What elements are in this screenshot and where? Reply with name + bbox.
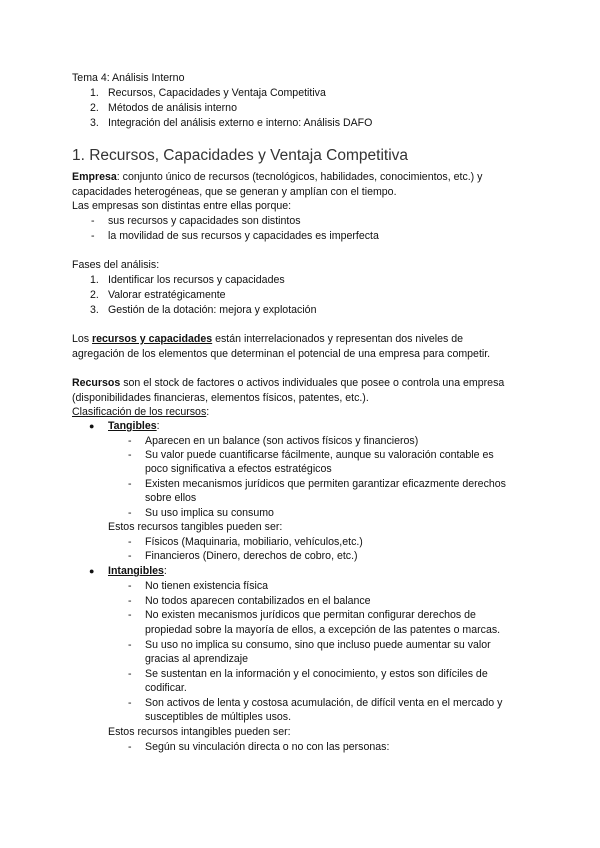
list-item: Según su vinculación directa o no con las personas: [145, 741, 390, 753]
tangibles-tipos-intro: Estos recursos tangibles pueden ser: [108, 521, 283, 533]
tangibles-label: Tangibles [108, 420, 157, 432]
clasificacion-title [72, 405, 209, 419]
rc-term: recursos y capacidades [92, 333, 213, 345]
fase-item: Gestión de la dotación: mejora y explotación [108, 304, 317, 316]
dash-marker: - [128, 550, 132, 562]
empresa-definition-line-2: capacidades heterogéneas, que se generan y amplían con el tiempo. [72, 186, 397, 198]
rc-pre: Los [72, 333, 93, 345]
toc-item: Integración del análisis externo e interno: Análisis DAFO [108, 117, 373, 129]
clasificacion-text: Clasificación de los recursos [72, 406, 207, 418]
list-item: Financieros (Dinero, derechos de cobro, etc.) [145, 550, 358, 562]
bullet-marker: ● [89, 421, 95, 431]
dash-marker: - [128, 478, 132, 490]
dash-marker: - [128, 609, 132, 621]
list-item-continued: poco significativa a efectos estratégicos [145, 463, 332, 475]
dash-marker: - [128, 507, 132, 519]
intangibles-heading [108, 564, 167, 578]
tangibles-heading [108, 419, 160, 433]
toc-number: 3. [90, 117, 99, 129]
list-item: sus recursos y capacidades son distintos [108, 215, 301, 227]
rc-post: están interrelacionados y representan dos niveles de [212, 333, 464, 345]
list-item: Físicos (Maquinaria, mobiliario, vehículos,etc.) [145, 536, 363, 548]
list-item: Aparecen en un balance (son activos físicos y financieros) [145, 435, 419, 447]
list-item: Se sustentan en la información y el conocimiento, y estos son difíciles de [145, 668, 488, 680]
list-item-continued: susceptibles de múltiples usos. [145, 711, 292, 723]
fase-item: Valorar estratégicamente [108, 289, 226, 301]
dash-marker: - [128, 595, 132, 607]
empresa-term: Empresa [72, 171, 117, 183]
toc-number: 2. [90, 102, 99, 114]
clasificacion-colon: : [206, 406, 210, 418]
list-item-continued: codificar. [145, 682, 187, 694]
list-item-continued: sobre ellos [145, 492, 197, 504]
dash-marker: - [128, 741, 132, 753]
recursos-term: Recursos [72, 377, 121, 389]
dash-marker: - [128, 639, 132, 651]
dash-marker: - [128, 580, 132, 592]
fase-number: 3. [90, 304, 99, 316]
section-heading: 1. Recursos, Capacidades y Ventaja Competitiva [72, 147, 409, 164]
list-item: la movilidad de sus recursos y capacidades es imperfecta [108, 230, 379, 242]
list-item: Su valor puede cuantificarse fácilmente, aunque su valoración contable es [145, 449, 494, 461]
list-item-continued: propiedad sobre la mayoría de ellos, a excepción de las patentes o marcas. [145, 624, 501, 636]
rc-paragraph-line-2: agregación de los elementos que determinan el potencial de una empresa para competir. [72, 348, 491, 360]
list-item: Son activos de lenta y costosa acumulación, de difícil venta en el mercado y [145, 697, 503, 709]
toc-item: Métodos de análisis interno [108, 102, 237, 114]
rc-paragraph-line-1 [72, 332, 463, 346]
list-item: No todos aparecen contabilizados en el balance [145, 595, 371, 607]
dash-marker: - [128, 668, 132, 680]
toc-item: Recursos, Capacidades y Ventaja Competitiva [108, 87, 326, 99]
distintas-intro: Las empresas son distintas entre ellas porque: [72, 200, 292, 212]
list-item: Existen mecanismos jurídicos que permiten garantizar eficazmente derechos [145, 478, 506, 490]
fases-title: Fases del análisis: [72, 259, 160, 271]
list-item: No existen mecanismos jurídicos que permitan configurar derechos de [145, 609, 476, 621]
recursos-definition-line-2: (disponibilidades financieras, elementos físicos, patentes, etc.). [72, 392, 369, 404]
dash-marker: - [91, 230, 95, 242]
dash-marker: - [128, 449, 132, 461]
dash-marker: - [128, 435, 132, 447]
dash-marker: - [128, 697, 132, 709]
fase-item: Identificar los recursos y capacidades [108, 274, 285, 286]
fase-number: 2. [90, 289, 99, 301]
intangibles-tipos-intro: Estos recursos intangibles pueden ser: [108, 726, 291, 738]
list-item: Su uso implica su consumo [145, 507, 274, 519]
dash-marker: - [128, 536, 132, 548]
toc-number: 1. [90, 87, 99, 99]
list-item-continued: gracias al aprendizaje [145, 653, 249, 665]
intangibles-colon: : [163, 565, 167, 577]
list-item: Su uso no implica su consumo, sino que incluso puede aumentar su valor [145, 639, 491, 651]
intangibles-label: Intangibles [108, 565, 164, 577]
dash-marker: - [91, 215, 95, 227]
bullet-marker: ● [89, 566, 95, 576]
empresa-definition: : conjunto único de recursos (tecnológicos, habilidades, conocimientos, etc.) y [116, 171, 483, 183]
tangibles-colon: : [156, 420, 160, 432]
list-item: No tienen existencia física [145, 580, 269, 592]
recursos-definition-line-1 [72, 376, 504, 390]
toc-title: Tema 4: Análisis Interno [72, 72, 185, 84]
fase-number: 1. [90, 274, 99, 286]
recursos-definition: son el stock de factores o activos individuales que posee o controla una empresa [120, 377, 505, 389]
empresa-definition-line-1 [72, 170, 482, 184]
